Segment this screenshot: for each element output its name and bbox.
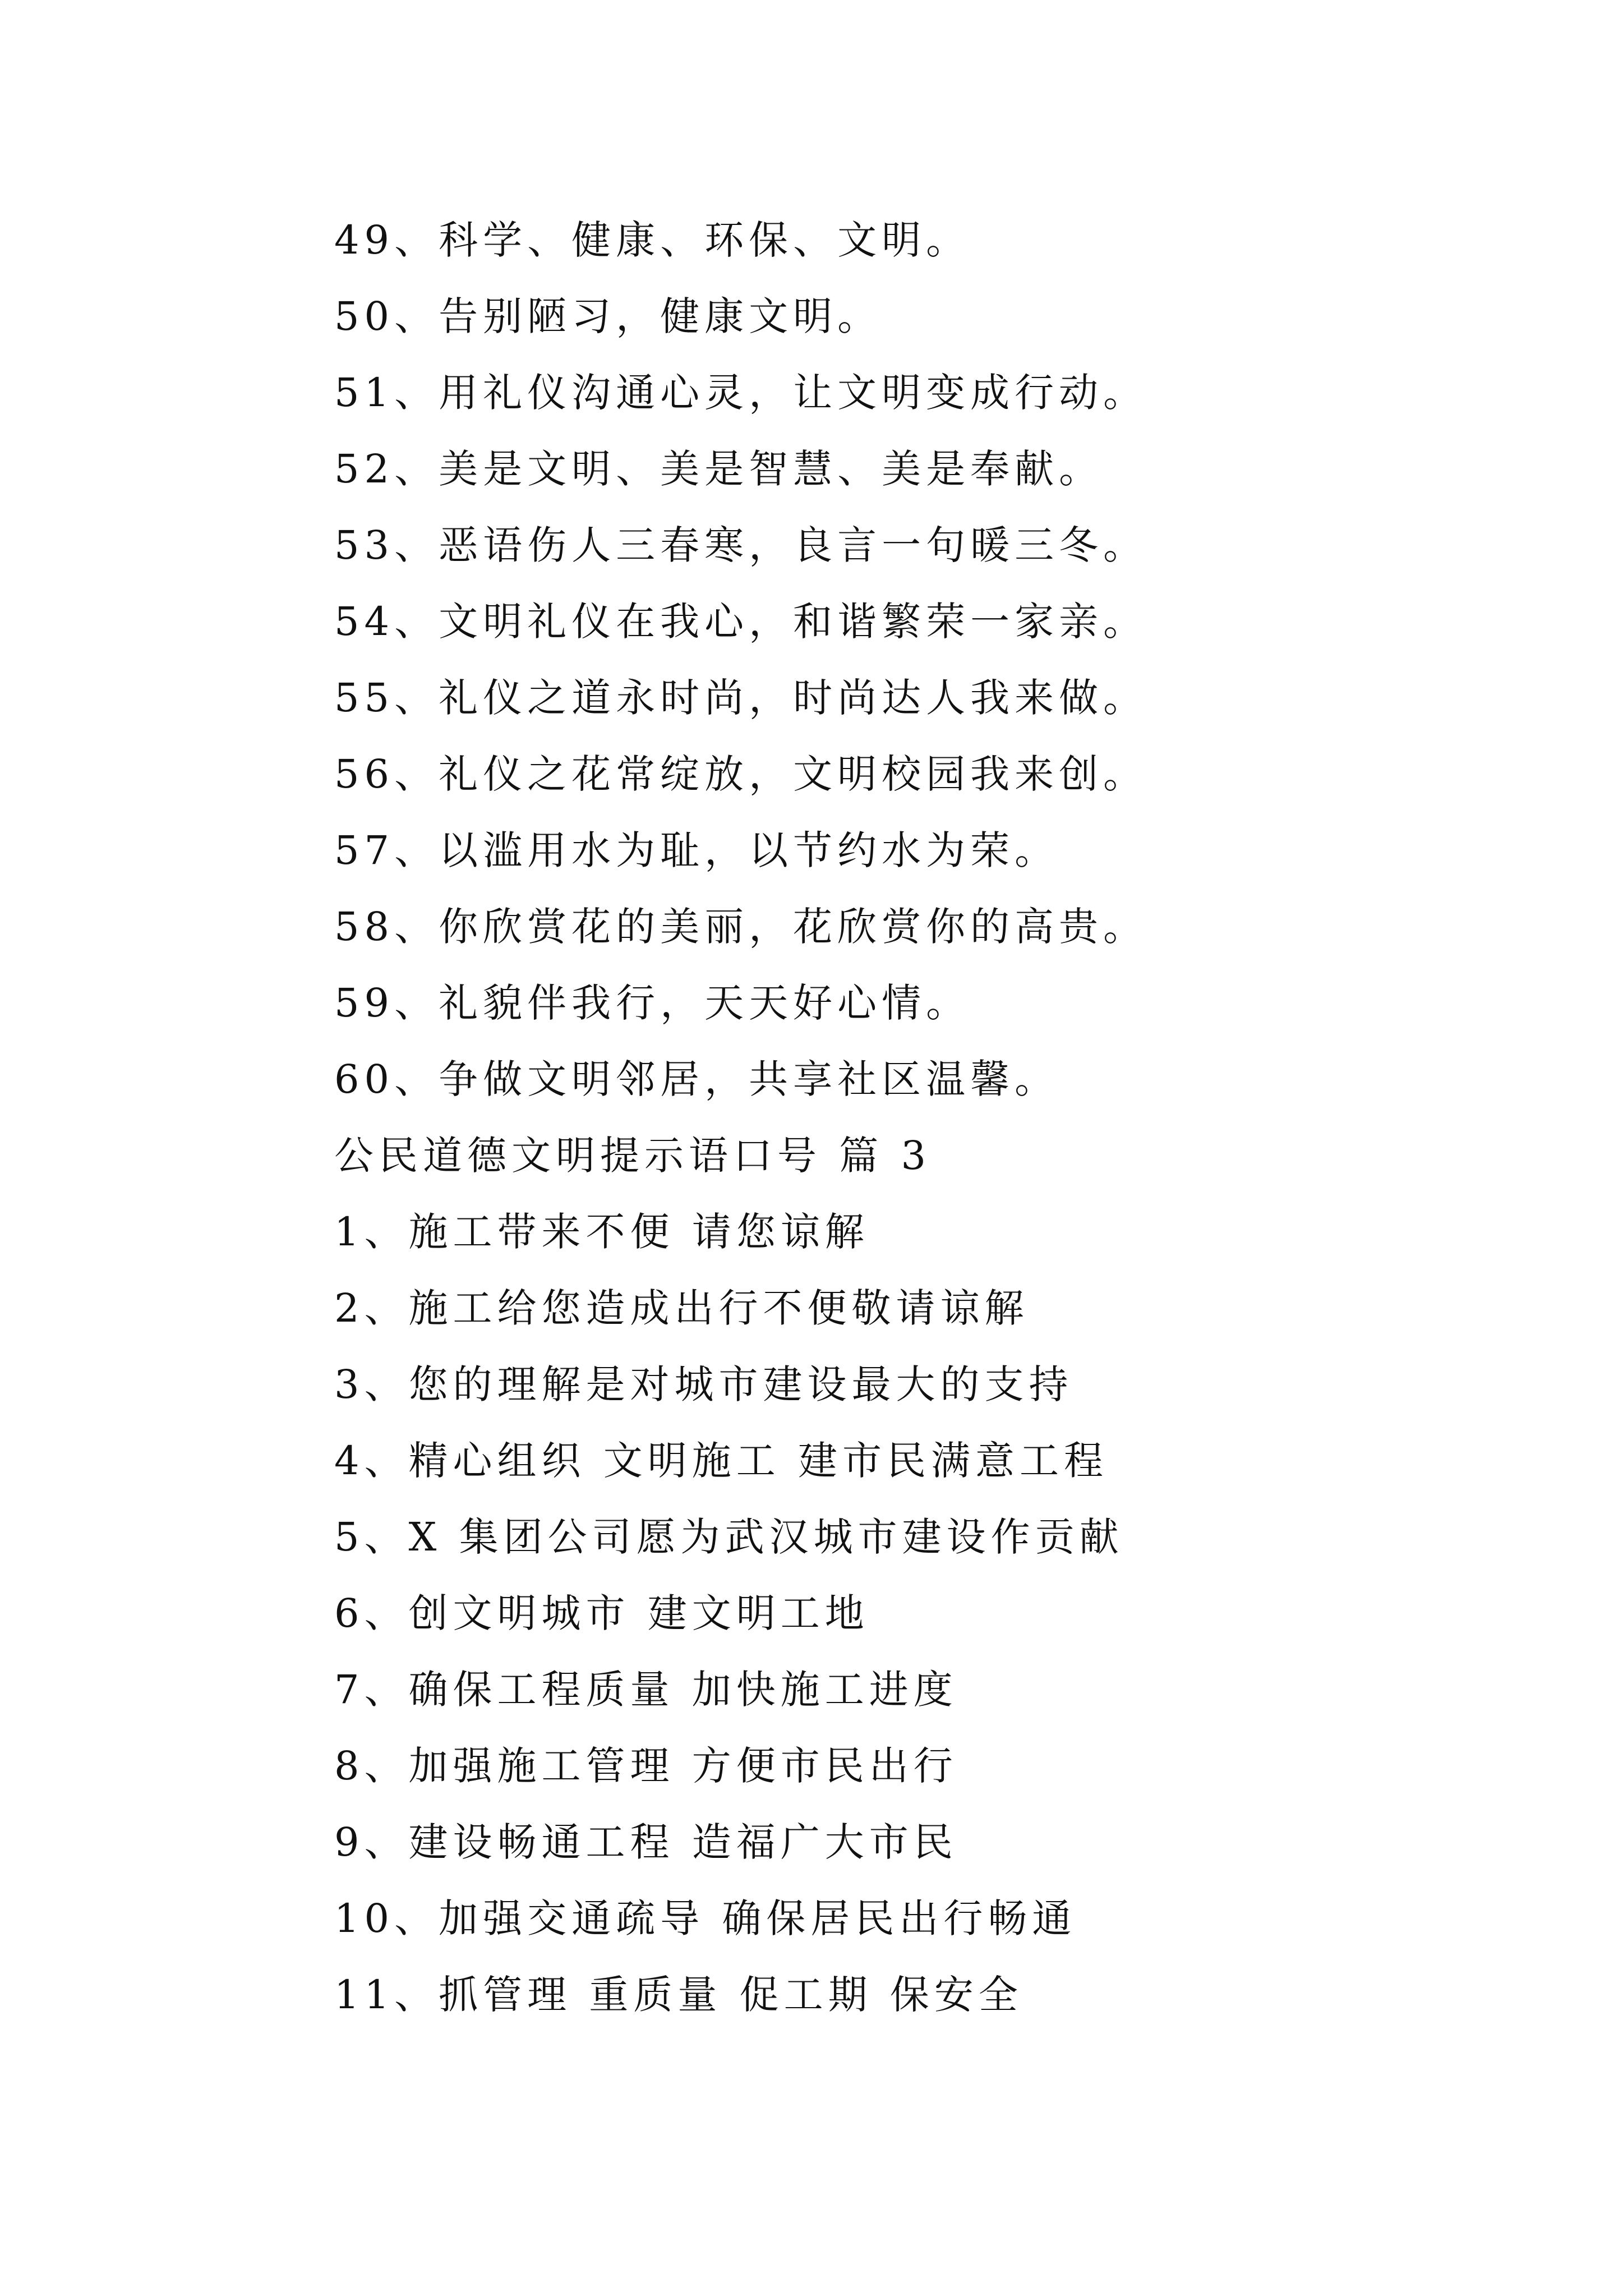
slogan-line: 9、建设畅通工程 造福广大市民 — [334, 1819, 958, 1865]
slogan-line: 6、创文明城市 建文明工地 — [334, 1590, 869, 1636]
slogan-line: 49、科学、健康、环保、文明。 — [334, 217, 971, 263]
section-heading: 公民道德文明提示语口号 篇 3 — [334, 1133, 932, 1179]
slogan-line: 57、以滥用水为耻，以节约水为荣。 — [334, 827, 1059, 873]
slogan-line: 52、美是文明、美是智慧、美是奉献。 — [334, 446, 1104, 492]
slogan-line: 11、抓管理 重质量 促工期 保安全 — [334, 1972, 1023, 2018]
slogan-line: 2、施工给您造成出行不便敬请谅解 — [334, 1285, 1029, 1331]
slogan-line: 59、礼貌伴我行，天天好心情。 — [334, 980, 971, 1026]
slogan-line: 53、恶语伤人三春寒，良言一句暖三冬。 — [334, 522, 1148, 568]
slogan-line: 54、文明礼仪在我心，和谐繁荣一家亲。 — [334, 599, 1148, 645]
slogan-line: 7、确保工程质量 加快施工进度 — [334, 1667, 958, 1713]
slogan-line: 56、礼仪之花常绽放，文明校园我来创。 — [334, 751, 1148, 797]
slogan-line: 55、礼仪之道永时尚，时尚达人我来做。 — [334, 675, 1148, 721]
slogan-line: 8、加强施工管理 方便市民出行 — [334, 1743, 958, 1789]
slogan-line: 4、精心组织 文明施工 建市民满意工程 — [334, 1438, 1109, 1484]
document-body — [334, 202, 1456, 2033]
slogan-line: 5、X 集团公司愿为武汉城市建设作贡献 — [334, 1514, 1124, 1560]
slogan-line: 3、您的理解是对城市建设最大的支持 — [334, 1361, 1073, 1407]
slogan-line: 58、你欣赏花的美丽，花欣赏你的高贵。 — [334, 904, 1148, 950]
slogan-line: 50、告别陋习，健康文明。 — [334, 293, 882, 339]
slogan-line: 60、争做文明邻居，共享社区温馨。 — [334, 1056, 1059, 1102]
slogan-line: 10、加强交通疏导 确保居民出行畅通 — [334, 1895, 1077, 1941]
slogan-line: 1、施工带来不便 请您谅解 — [334, 1209, 869, 1255]
slogan-line: 51、用礼仪沟通心灵，让文明变成行动。 — [334, 370, 1148, 416]
